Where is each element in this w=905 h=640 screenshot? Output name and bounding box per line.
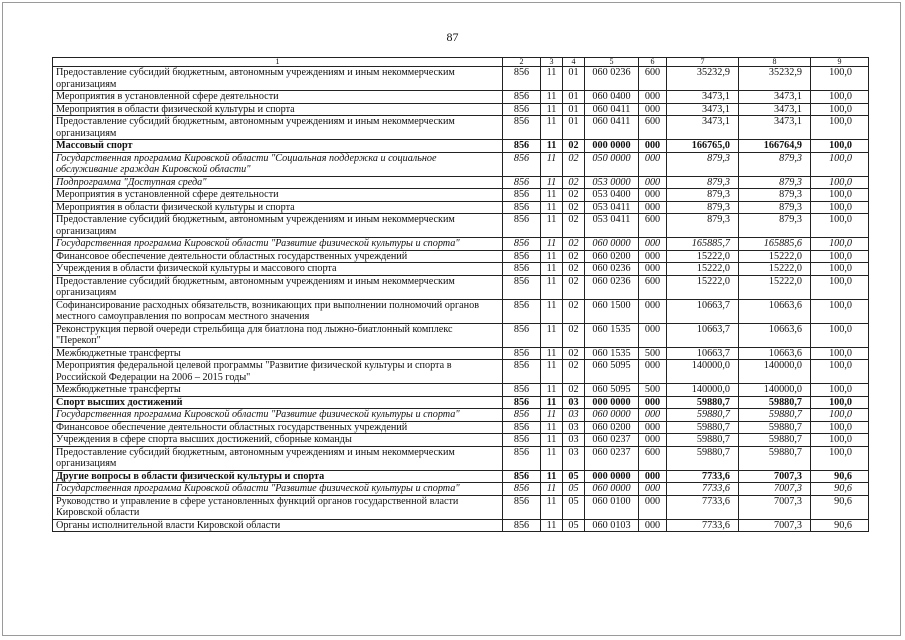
expense-type-cell: 000 <box>639 396 667 409</box>
table-row <box>53 275 869 299</box>
row-name-cell: Мероприятия в установленной сфере деятельности <box>53 91 503 104</box>
actual-amount-cell: 59880,7 <box>739 421 811 434</box>
actual-amount-cell: 165885,6 <box>739 238 811 251</box>
section-code-cell: 11 <box>541 67 563 91</box>
subsection-code-cell: 02 <box>563 323 585 347</box>
planned-amount-cell: 166765,0 <box>667 140 739 153</box>
percent-cell: 100,0 <box>811 396 869 409</box>
target-article-cell: 000 0000 <box>585 140 639 153</box>
section-code-cell: 11 <box>541 250 563 263</box>
ministry-code-cell: 856 <box>503 238 541 251</box>
row-name-cell: Мероприятия в области физической культуры и спорта <box>53 201 503 214</box>
percent-cell: 100,0 <box>811 446 869 470</box>
ministry-code-cell: 856 <box>503 299 541 323</box>
percent-cell: 100,0 <box>811 238 869 251</box>
section-code-cell: 11 <box>541 201 563 214</box>
row-name-cell: Предоставление субсидий бюджетным, автономным учреждениям и иным некоммерческим организациям <box>53 214 503 238</box>
ministry-code-cell: 856 <box>503 434 541 447</box>
ministry-code-cell: 856 <box>503 396 541 409</box>
ministry-code-cell: 856 <box>503 91 541 104</box>
row-name-cell: Государственная программа Кировской области "Социальная поддержка и социальное обслуживание граждан Кировской области" <box>53 152 503 176</box>
planned-amount-cell: 10663,7 <box>667 323 739 347</box>
table-row <box>53 238 869 251</box>
expense-type-cell: 600 <box>639 275 667 299</box>
actual-amount-cell: 140000,0 <box>739 384 811 397</box>
ministry-code-cell: 856 <box>503 103 541 116</box>
subsection-code-cell: 03 <box>563 446 585 470</box>
row-name-cell: Межбюджетные трансферты <box>53 347 503 360</box>
section-code-cell: 11 <box>541 116 563 140</box>
percent-cell: 90,6 <box>811 519 869 532</box>
section-code-cell: 11 <box>541 238 563 251</box>
subsection-code-cell: 01 <box>563 116 585 140</box>
percent-cell: 90,6 <box>811 470 869 483</box>
percent-cell: 100,0 <box>811 384 869 397</box>
ministry-code-cell: 856 <box>503 470 541 483</box>
target-article-cell: 060 1535 <box>585 323 639 347</box>
section-code-cell: 11 <box>541 140 563 153</box>
percent-cell: 100,0 <box>811 299 869 323</box>
row-name-cell: Реконструкция первой очереди стрельбища для биатлона под лыжно-биатлонный комплекс "Перекоп" <box>53 323 503 347</box>
expense-type-cell: 000 <box>639 140 667 153</box>
actual-amount-cell: 59880,7 <box>739 446 811 470</box>
row-name-cell: Государственная программа Кировской области "Развитие физической культуры и спорта" <box>53 409 503 422</box>
planned-amount-cell: 140000,0 <box>667 360 739 384</box>
percent-cell: 100,0 <box>811 176 869 189</box>
expense-type-cell: 000 <box>639 189 667 202</box>
target-article-cell: 000 0000 <box>585 470 639 483</box>
target-article-cell: 060 5095 <box>585 360 639 384</box>
planned-amount-cell: 15222,0 <box>667 263 739 276</box>
subsection-code-cell: 02 <box>563 189 585 202</box>
target-article-cell: 060 0000 <box>585 409 639 422</box>
percent-cell: 90,6 <box>811 495 869 519</box>
target-article-cell: 053 0000 <box>585 176 639 189</box>
percent-cell: 100,0 <box>811 152 869 176</box>
percent-cell: 100,0 <box>811 421 869 434</box>
row-name-cell: Мероприятия федеральной целевой программы "Развитие физической культуры и спорта в Российской Федерации на 2006 – 2015 годы" <box>53 360 503 384</box>
subsection-code-cell: 02 <box>563 238 585 251</box>
target-article-cell: 053 0411 <box>585 214 639 238</box>
row-name-cell: Предоставление субсидий бюджетным, автономным учреждениям и иным некоммерческим организациям <box>53 446 503 470</box>
target-article-cell: 060 0236 <box>585 67 639 91</box>
table-row <box>53 67 869 91</box>
subsection-code-cell: 02 <box>563 347 585 360</box>
table-row <box>53 91 869 104</box>
section-code-cell: 11 <box>541 495 563 519</box>
table-row <box>53 263 869 276</box>
planned-amount-cell: 7733,6 <box>667 519 739 532</box>
table-row <box>53 409 869 422</box>
ministry-code-cell: 856 <box>503 409 541 422</box>
row-name-cell: Спорт высших достижений <box>53 396 503 409</box>
target-article-cell: 060 0237 <box>585 446 639 470</box>
table-row <box>53 347 869 360</box>
ministry-code-cell: 856 <box>503 214 541 238</box>
percent-cell: 100,0 <box>811 116 869 140</box>
actual-amount-cell: 879,3 <box>739 176 811 189</box>
actual-amount-cell: 59880,7 <box>739 434 811 447</box>
section-code-cell: 11 <box>541 384 563 397</box>
expense-type-cell: 000 <box>639 103 667 116</box>
table-row <box>53 214 869 238</box>
expense-type-cell: 000 <box>639 483 667 496</box>
percent-cell: 100,0 <box>811 103 869 116</box>
percent-cell: 100,0 <box>811 140 869 153</box>
section-code-cell: 11 <box>541 470 563 483</box>
actual-amount-cell: 59880,7 <box>739 396 811 409</box>
column-header: 7 <box>667 58 739 67</box>
expense-type-cell: 000 <box>639 201 667 214</box>
target-article-cell: 000 0000 <box>585 396 639 409</box>
percent-cell: 100,0 <box>811 360 869 384</box>
planned-amount-cell: 59880,7 <box>667 421 739 434</box>
planned-amount-cell: 7733,6 <box>667 470 739 483</box>
subsection-code-cell: 03 <box>563 434 585 447</box>
subsection-code-cell: 02 <box>563 299 585 323</box>
actual-amount-cell: 879,3 <box>739 214 811 238</box>
column-header: 1 <box>53 58 503 67</box>
table-row <box>53 360 869 384</box>
row-name-cell: Другие вопросы в области физической культуры и спорта <box>53 470 503 483</box>
planned-amount-cell: 7733,6 <box>667 483 739 496</box>
section-code-cell: 11 <box>541 396 563 409</box>
section-code-cell: 11 <box>541 275 563 299</box>
row-name-cell: Государственная программа Кировской области "Развитие физической культуры и спорта" <box>53 483 503 496</box>
planned-amount-cell: 10663,7 <box>667 299 739 323</box>
expense-type-cell: 000 <box>639 323 667 347</box>
ministry-code-cell: 856 <box>503 250 541 263</box>
percent-cell: 100,0 <box>811 201 869 214</box>
percent-cell: 100,0 <box>811 67 869 91</box>
table-body <box>53 67 869 532</box>
section-code-cell: 11 <box>541 91 563 104</box>
subsection-code-cell: 02 <box>563 140 585 153</box>
table-row <box>53 299 869 323</box>
section-code-cell: 11 <box>541 189 563 202</box>
table-row <box>53 201 869 214</box>
subsection-code-cell: 02 <box>563 360 585 384</box>
table-row <box>53 140 869 153</box>
table-row <box>53 189 869 202</box>
table-row <box>53 470 869 483</box>
expense-type-cell: 600 <box>639 116 667 140</box>
subsection-code-cell: 05 <box>563 519 585 532</box>
ministry-code-cell: 856 <box>503 140 541 153</box>
column-header: 3 <box>541 58 563 67</box>
actual-amount-cell: 3473,1 <box>739 103 811 116</box>
target-article-cell: 060 0000 <box>585 238 639 251</box>
table-row <box>53 495 869 519</box>
column-number-row <box>53 58 869 67</box>
ministry-code-cell: 856 <box>503 384 541 397</box>
target-article-cell: 053 0411 <box>585 201 639 214</box>
subsection-code-cell: 02 <box>563 275 585 299</box>
subsection-code-cell: 05 <box>563 495 585 519</box>
section-code-cell: 11 <box>541 176 563 189</box>
target-article-cell: 060 0000 <box>585 483 639 496</box>
actual-amount-cell: 3473,1 <box>739 91 811 104</box>
ministry-code-cell: 856 <box>503 176 541 189</box>
expense-type-cell: 000 <box>639 263 667 276</box>
ministry-code-cell: 856 <box>503 483 541 496</box>
target-article-cell: 060 0236 <box>585 275 639 299</box>
table-row <box>53 176 869 189</box>
expense-type-cell: 000 <box>639 409 667 422</box>
ministry-code-cell: 856 <box>503 495 541 519</box>
target-article-cell: 060 0400 <box>585 91 639 104</box>
expense-type-cell: 000 <box>639 238 667 251</box>
percent-cell: 100,0 <box>811 250 869 263</box>
actual-amount-cell: 10663,6 <box>739 323 811 347</box>
table-row <box>53 384 869 397</box>
expense-type-cell: 000 <box>639 519 667 532</box>
expense-type-cell: 500 <box>639 347 667 360</box>
actual-amount-cell: 879,3 <box>739 189 811 202</box>
target-article-cell: 060 0237 <box>585 434 639 447</box>
actual-amount-cell: 7007,3 <box>739 495 811 519</box>
planned-amount-cell: 59880,7 <box>667 409 739 422</box>
row-name-cell: Предоставление субсидий бюджетным, автономным учреждениям и иным некоммерческим организациям <box>53 67 503 91</box>
ministry-code-cell: 856 <box>503 446 541 470</box>
row-name-cell: Массовый спорт <box>53 140 503 153</box>
ministry-code-cell: 856 <box>503 189 541 202</box>
actual-amount-cell: 3473,1 <box>739 116 811 140</box>
expense-type-cell: 000 <box>639 495 667 519</box>
section-code-cell: 11 <box>541 409 563 422</box>
subsection-code-cell: 02 <box>563 214 585 238</box>
expense-type-cell: 000 <box>639 421 667 434</box>
target-article-cell: 060 0200 <box>585 421 639 434</box>
actual-amount-cell: 10663,6 <box>739 347 811 360</box>
table-row <box>53 103 869 116</box>
expense-type-cell: 000 <box>639 470 667 483</box>
target-article-cell: 060 0236 <box>585 263 639 276</box>
actual-amount-cell: 35232,9 <box>739 67 811 91</box>
table-row <box>53 434 869 447</box>
section-code-cell: 11 <box>541 421 563 434</box>
section-code-cell: 11 <box>541 434 563 447</box>
actual-amount-cell: 7007,3 <box>739 519 811 532</box>
planned-amount-cell: 140000,0 <box>667 384 739 397</box>
section-code-cell: 11 <box>541 360 563 384</box>
target-article-cell: 060 5095 <box>585 384 639 397</box>
subsection-code-cell: 03 <box>563 421 585 434</box>
actual-amount-cell: 59880,7 <box>739 409 811 422</box>
subsection-code-cell: 02 <box>563 176 585 189</box>
row-name-cell: Финансовое обеспечение деятельности областных государственных учреждений <box>53 421 503 434</box>
section-code-cell: 11 <box>541 483 563 496</box>
planned-amount-cell: 59880,7 <box>667 434 739 447</box>
planned-amount-cell: 3473,1 <box>667 91 739 104</box>
percent-cell: 100,0 <box>811 91 869 104</box>
ministry-code-cell: 856 <box>503 360 541 384</box>
section-code-cell: 11 <box>541 519 563 532</box>
subsection-code-cell: 03 <box>563 409 585 422</box>
planned-amount-cell: 59880,7 <box>667 446 739 470</box>
ministry-code-cell: 856 <box>503 421 541 434</box>
section-code-cell: 11 <box>541 152 563 176</box>
subsection-code-cell: 02 <box>563 263 585 276</box>
target-article-cell: 060 1535 <box>585 347 639 360</box>
ministry-code-cell: 856 <box>503 323 541 347</box>
expense-type-cell: 600 <box>639 214 667 238</box>
row-name-cell: Руководство и управление в сфере установленных функций органов государственной власти Кировской области <box>53 495 503 519</box>
subsection-code-cell: 02 <box>563 250 585 263</box>
row-name-cell: Учреждения в области физической культуры и массового спорта <box>53 263 503 276</box>
target-article-cell: 053 0400 <box>585 189 639 202</box>
planned-amount-cell: 59880,7 <box>667 396 739 409</box>
ministry-code-cell: 856 <box>503 263 541 276</box>
row-name-cell: Подпрограмма "Доступная среда" <box>53 176 503 189</box>
planned-amount-cell: 7733,6 <box>667 495 739 519</box>
row-name-cell: Предоставление субсидий бюджетным, автономным учреждениям и иным некоммерческим организациям <box>53 116 503 140</box>
expense-type-cell: 000 <box>639 360 667 384</box>
column-header: 9 <box>811 58 869 67</box>
section-code-cell: 11 <box>541 446 563 470</box>
planned-amount-cell: 879,3 <box>667 214 739 238</box>
actual-amount-cell: 15222,0 <box>739 250 811 263</box>
subsection-code-cell: 02 <box>563 201 585 214</box>
actual-amount-cell: 15222,0 <box>739 263 811 276</box>
percent-cell: 100,0 <box>811 434 869 447</box>
percent-cell: 100,0 <box>811 263 869 276</box>
actual-amount-cell: 879,3 <box>739 201 811 214</box>
table-row <box>53 519 869 532</box>
subsection-code-cell: 02 <box>563 384 585 397</box>
ministry-code-cell: 856 <box>503 347 541 360</box>
budget-table <box>52 57 869 532</box>
row-name-cell: Финансовое обеспечение деятельности областных государственных учреждений <box>53 250 503 263</box>
percent-cell: 90,6 <box>811 483 869 496</box>
percent-cell: 100,0 <box>811 347 869 360</box>
actual-amount-cell: 7007,3 <box>739 483 811 496</box>
planned-amount-cell: 3473,1 <box>667 116 739 140</box>
section-code-cell: 11 <box>541 214 563 238</box>
row-name-cell: Мероприятия в области физической культуры и спорта <box>53 103 503 116</box>
table-row <box>53 250 869 263</box>
percent-cell: 100,0 <box>811 214 869 238</box>
table-row <box>53 446 869 470</box>
section-code-cell: 11 <box>541 299 563 323</box>
target-article-cell: 050 0000 <box>585 152 639 176</box>
target-article-cell: 060 0411 <box>585 103 639 116</box>
planned-amount-cell: 10663,7 <box>667 347 739 360</box>
percent-cell: 100,0 <box>811 323 869 347</box>
ministry-code-cell: 856 <box>503 152 541 176</box>
subsection-code-cell: 03 <box>563 396 585 409</box>
target-article-cell: 060 0103 <box>585 519 639 532</box>
actual-amount-cell: 879,3 <box>739 152 811 176</box>
expense-type-cell: 000 <box>639 176 667 189</box>
planned-amount-cell: 879,3 <box>667 189 739 202</box>
subsection-code-cell: 05 <box>563 483 585 496</box>
expense-type-cell: 600 <box>639 446 667 470</box>
subsection-code-cell: 01 <box>563 103 585 116</box>
subsection-code-cell: 02 <box>563 152 585 176</box>
page-number: 87 <box>446 30 459 44</box>
ministry-code-cell: 856 <box>503 275 541 299</box>
column-header: 2 <box>503 58 541 67</box>
ministry-code-cell: 856 <box>503 519 541 532</box>
section-code-cell: 11 <box>541 263 563 276</box>
actual-amount-cell: 10663,6 <box>739 299 811 323</box>
percent-cell: 100,0 <box>811 409 869 422</box>
planned-amount-cell: 879,3 <box>667 152 739 176</box>
actual-amount-cell: 7007,3 <box>739 470 811 483</box>
row-name-cell: Учреждения в сфере спорта высших достижений, сборные команды <box>53 434 503 447</box>
percent-cell: 100,0 <box>811 275 869 299</box>
expense-type-cell: 000 <box>639 152 667 176</box>
target-article-cell: 060 0100 <box>585 495 639 519</box>
planned-amount-cell: 879,3 <box>667 176 739 189</box>
row-name-cell: Государственная программа Кировской области "Развитие физической культуры и спорта" <box>53 238 503 251</box>
section-code-cell: 11 <box>541 347 563 360</box>
expense-type-cell: 600 <box>639 67 667 91</box>
planned-amount-cell: 3473,1 <box>667 103 739 116</box>
planned-amount-cell: 15222,0 <box>667 250 739 263</box>
table-row <box>53 483 869 496</box>
percent-cell: 100,0 <box>811 189 869 202</box>
table-row <box>53 421 869 434</box>
subsection-code-cell: 01 <box>563 67 585 91</box>
column-header: 6 <box>639 58 667 67</box>
table-row <box>53 116 869 140</box>
ministry-code-cell: 856 <box>503 201 541 214</box>
row-name-cell: Предоставление субсидий бюджетным, автономным учреждениям и иным некоммерческим организациям <box>53 275 503 299</box>
planned-amount-cell: 879,3 <box>667 201 739 214</box>
column-header: 4 <box>563 58 585 67</box>
ministry-code-cell: 856 <box>503 116 541 140</box>
table-row <box>53 396 869 409</box>
expense-type-cell: 000 <box>639 299 667 323</box>
planned-amount-cell: 165885,7 <box>667 238 739 251</box>
expense-type-cell: 000 <box>639 250 667 263</box>
subsection-code-cell: 01 <box>563 91 585 104</box>
target-article-cell: 060 0411 <box>585 116 639 140</box>
column-header: 8 <box>739 58 811 67</box>
row-name-cell: Органы исполнительной власти Кировской области <box>53 519 503 532</box>
actual-amount-cell: 166764,9 <box>739 140 811 153</box>
ministry-code-cell: 856 <box>503 67 541 91</box>
planned-amount-cell: 15222,0 <box>667 275 739 299</box>
subsection-code-cell: 05 <box>563 470 585 483</box>
planned-amount-cell: 35232,9 <box>667 67 739 91</box>
target-article-cell: 060 0200 <box>585 250 639 263</box>
expense-type-cell: 000 <box>639 434 667 447</box>
section-code-cell: 11 <box>541 323 563 347</box>
table-row <box>53 152 869 176</box>
actual-amount-cell: 140000,0 <box>739 360 811 384</box>
row-name-cell: Софинансирование расходных обязательств, возникающих при выполнении полномочий органов местного самоуправления по вопросам местного значения <box>53 299 503 323</box>
expense-type-cell: 000 <box>639 91 667 104</box>
target-article-cell: 060 1500 <box>585 299 639 323</box>
row-name-cell: Мероприятия в установленной сфере деятельности <box>53 189 503 202</box>
row-name-cell: Межбюджетные трансферты <box>53 384 503 397</box>
table-row <box>53 323 869 347</box>
actual-amount-cell: 15222,0 <box>739 275 811 299</box>
section-code-cell: 11 <box>541 103 563 116</box>
column-header: 5 <box>585 58 639 67</box>
expense-type-cell: 500 <box>639 384 667 397</box>
